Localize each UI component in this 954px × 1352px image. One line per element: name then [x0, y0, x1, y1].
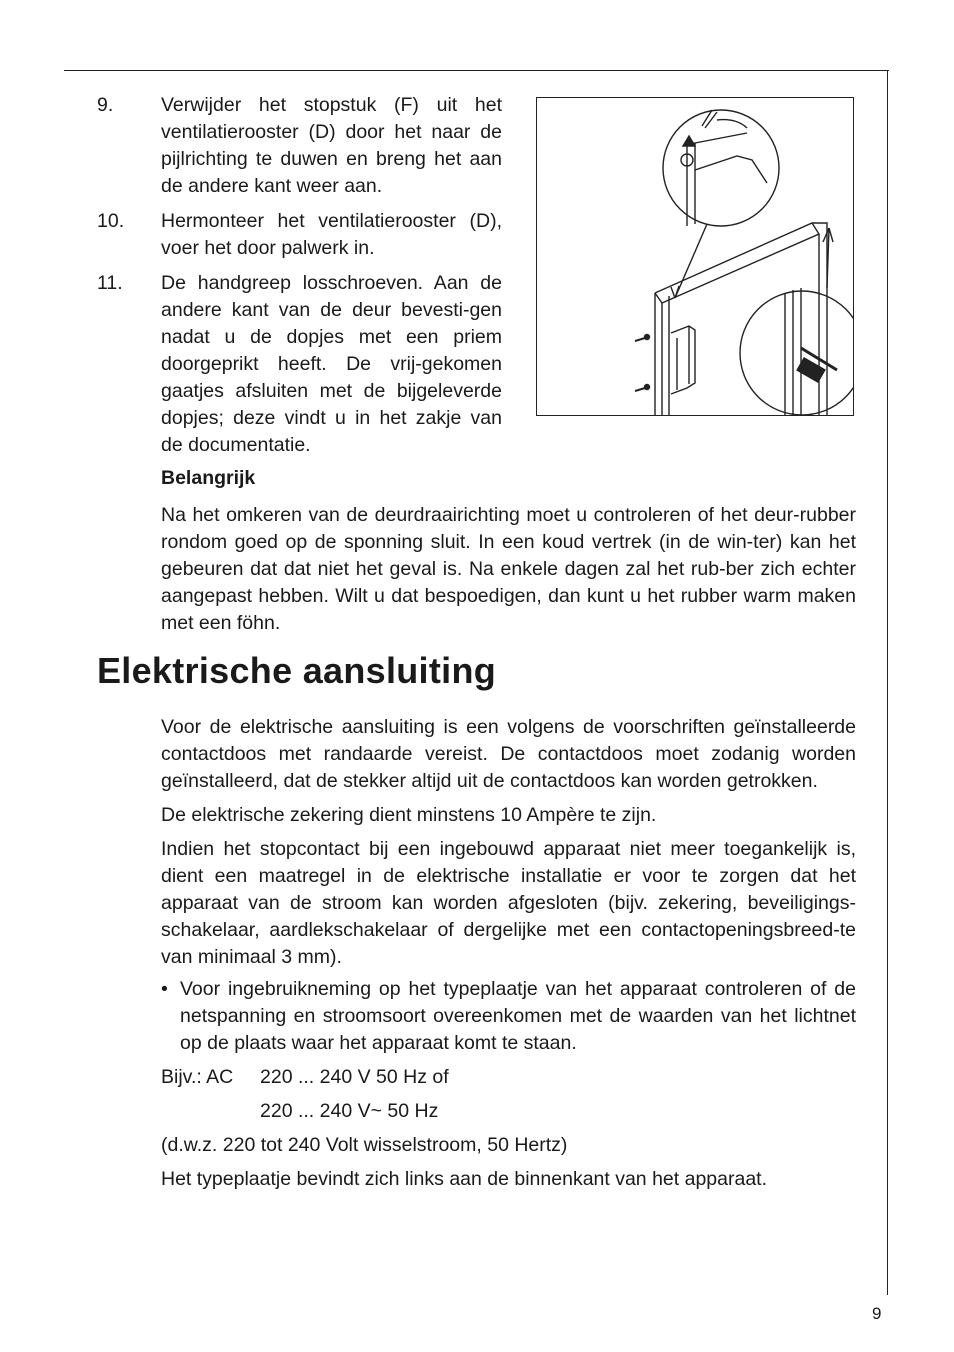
step-text: De handgreep losschroeven. Aan de andere kant van de deur bevesti-gen nadat u de dopjes met een priem doorgeprikt heeft. De vrij-gekomen gaatjes afsluiten met de bijgeleverde dopjes; deze vindt u in het zakje van de documentatie.: [161, 272, 502, 456]
page-number: 9: [872, 1304, 882, 1323]
step-number: 10.: [97, 210, 125, 232]
paragraph-fuse: De elektrische zekering dient minstens 10 Ampère te zijn.: [161, 804, 657, 826]
important-text: Na het omkeren van de deurdraairichting moet u controleren of het deur-rubber rondom goed op de sponning sluit. In een koud vertrek (in de win-ter) kan het gebeuren dat dat niet het geval is. Na enkele dagen zal het rub-ber zich echter aangepast hebben. Wilt u dat bespoedigen, dan kunt u het rubber warm maken met een föhn.: [161, 504, 856, 634]
bullet-dot: •: [161, 978, 168, 1000]
voltage-line-2: 220 ... 240 V~ 50 Hz: [260, 1100, 439, 1122]
section-title: Elektrische aansluiting: [97, 650, 497, 691]
illustration-drawing: [537, 98, 854, 416]
bullet-text: Voor ingebruikneming op het typeplaatje van het apparaat controleren of de netspanning en stroomsoort overeenkomen met de waarden van het lichtnet op de plaats waar het apparaat komt te staan.: [180, 978, 856, 1054]
important-heading: Belangrijk: [161, 467, 256, 489]
step-text: Hermonteer het ventilatierooster (D), voer het door palwerk in.: [161, 210, 502, 259]
right-rule: [887, 70, 888, 1295]
rating-plate-location: Het typeplaatje bevindt zich links aan de binnenkant van het apparaat.: [161, 1168, 767, 1190]
step-number: 11.: [97, 272, 123, 294]
paragraph-socket: Voor de elektrische aansluiting is een volgens de voorschriften geïnstalleerde contactdoos met randaarde vereist. De contactdoos moet zodanig worden geïnstalleerd, dat de stekker altijd uit de contactdoos kan worden getrokken.: [161, 716, 856, 792]
voltage-explanation: (d.w.z. 220 tot 240 Volt wisselstroom, 50 Hertz): [161, 1134, 568, 1156]
step-number: 9.: [97, 94, 114, 116]
paragraph-built-in: Indien het stopcontact bij een ingebouwd apparaat niet meer toegankelijk is, dient een maatregel in de elektrische installatie er voor te zorgen dat het apparaat van de stroom kan worden afgesloten (bijv. zekering, beveiligings-schakelaar, aardlekschakelaar of dergelijke met een contactopeningsbreed-te van minimaal 3 mm).: [161, 838, 856, 968]
top-rule: [64, 70, 889, 71]
example-label: Bijv.: AC: [161, 1066, 234, 1088]
door-handle-illustration: [536, 97, 854, 416]
step-text: Verwijder het stopstuk (F) uit het ventilatierooster (D) door het naar de pijlrichting te duwen en breng het aan de andere kant weer aan.: [161, 94, 502, 197]
voltage-line-1: 220 ... 240 V 50 Hz of: [260, 1066, 449, 1088]
